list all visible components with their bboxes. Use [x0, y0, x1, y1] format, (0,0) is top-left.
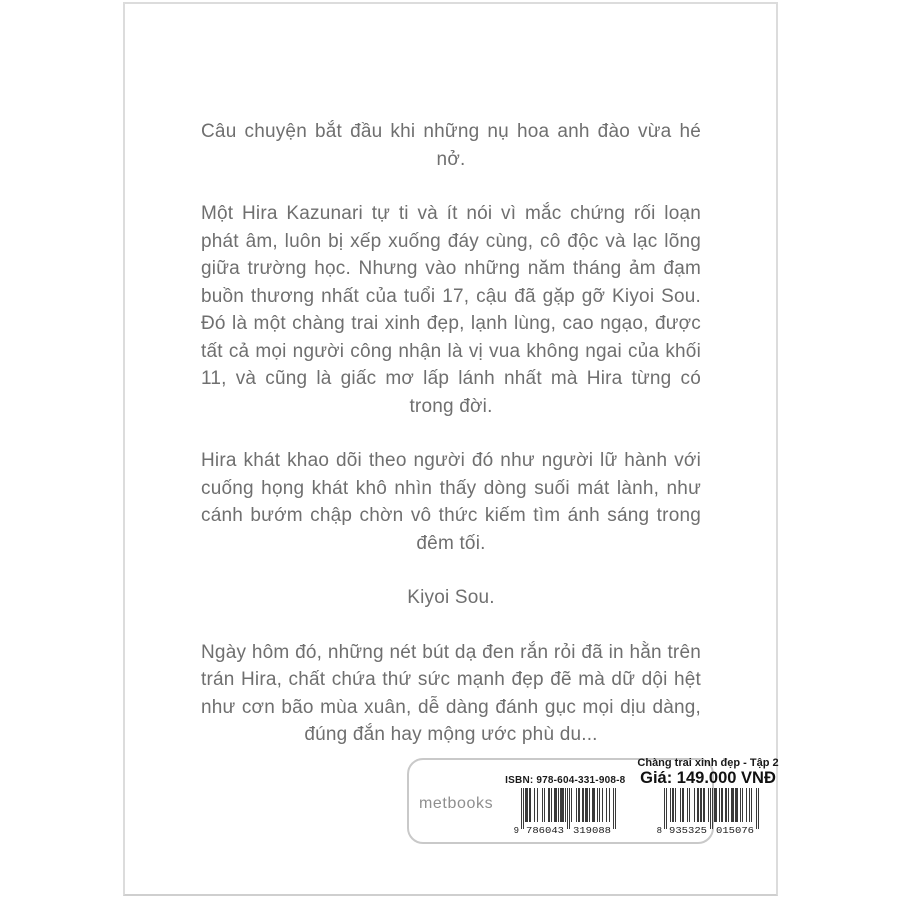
barcode-label	[407, 757, 779, 844]
publisher-logo: metbooks	[419, 795, 494, 812]
svg-text:786043: 786043	[526, 826, 565, 835]
price-block	[637, 757, 778, 835]
svg-text:015076: 015076	[716, 826, 754, 835]
svg-text:319088: 319088	[573, 826, 612, 835]
product-title-label: Chàng trai xinh đẹp - Tập 2	[637, 757, 779, 769]
description-paragraph-hira: Một Hira Kazunari tự ti và ít nói vì mắc chứng rối loạn phát âm, luôn bị xếp xuống đáy cùng, cô độc và lạc lõng giữa trường học. Nhưng vào những năm tháng ảm đạm buồn thương nhất của tuổi 17, cậu đã gặp gỡ Kiyoi Sou. Đó là một chàng trai xinh đẹp, lạnh lùng, cao ngạo, được tất cả mọi người công nhận là vị vua không ngai của khối 11, và cũng là giấc mơ lấp lánh nhất mà Hira từng có trong đời.	[201, 203, 701, 417]
svg-text:8: 8	[656, 826, 662, 835]
book-back-cover	[123, 2, 778, 896]
description-paragraph-opening: Câu chuyện bắt đầu khi những nụ hoa anh đào vừa hé nở.	[201, 121, 701, 170]
description-paragraph-kiyoi: Kiyoi Sou.	[407, 587, 495, 608]
book-description	[201, 118, 701, 776]
svg-text:935325: 935325	[669, 826, 707, 835]
isbn-barcode	[513, 788, 617, 835]
ean-barcode	[656, 788, 760, 835]
isbn-number-label: ISBN: 978-604-331-908-8	[505, 775, 626, 786]
isbn-block	[505, 775, 625, 835]
svg-text:9: 9	[513, 826, 520, 835]
price-label: Giá: 149.000 VNĐ	[640, 769, 776, 787]
description-paragraph-closing: Ngày hôm đó, những nét bút dạ đen rắn rỏi đã in hằn trên trán Hira, chất chứa thứ sức mạnh đẹp đẽ mà dữ dội hệt như cơn bão mùa xuân, dễ dàng đánh gục mọi dịu dàng, đúng đắn hay mộng ước phù du...	[201, 641, 701, 745]
description-paragraph-longing: Hira khát khao dõi theo người đó như người lữ hành với cuống họng khát khô nhìn thấy dòng suối mát lành, như cánh bướm chập chờn vô thức kiếm tìm ánh sáng trong đêm tối.	[201, 450, 701, 554]
